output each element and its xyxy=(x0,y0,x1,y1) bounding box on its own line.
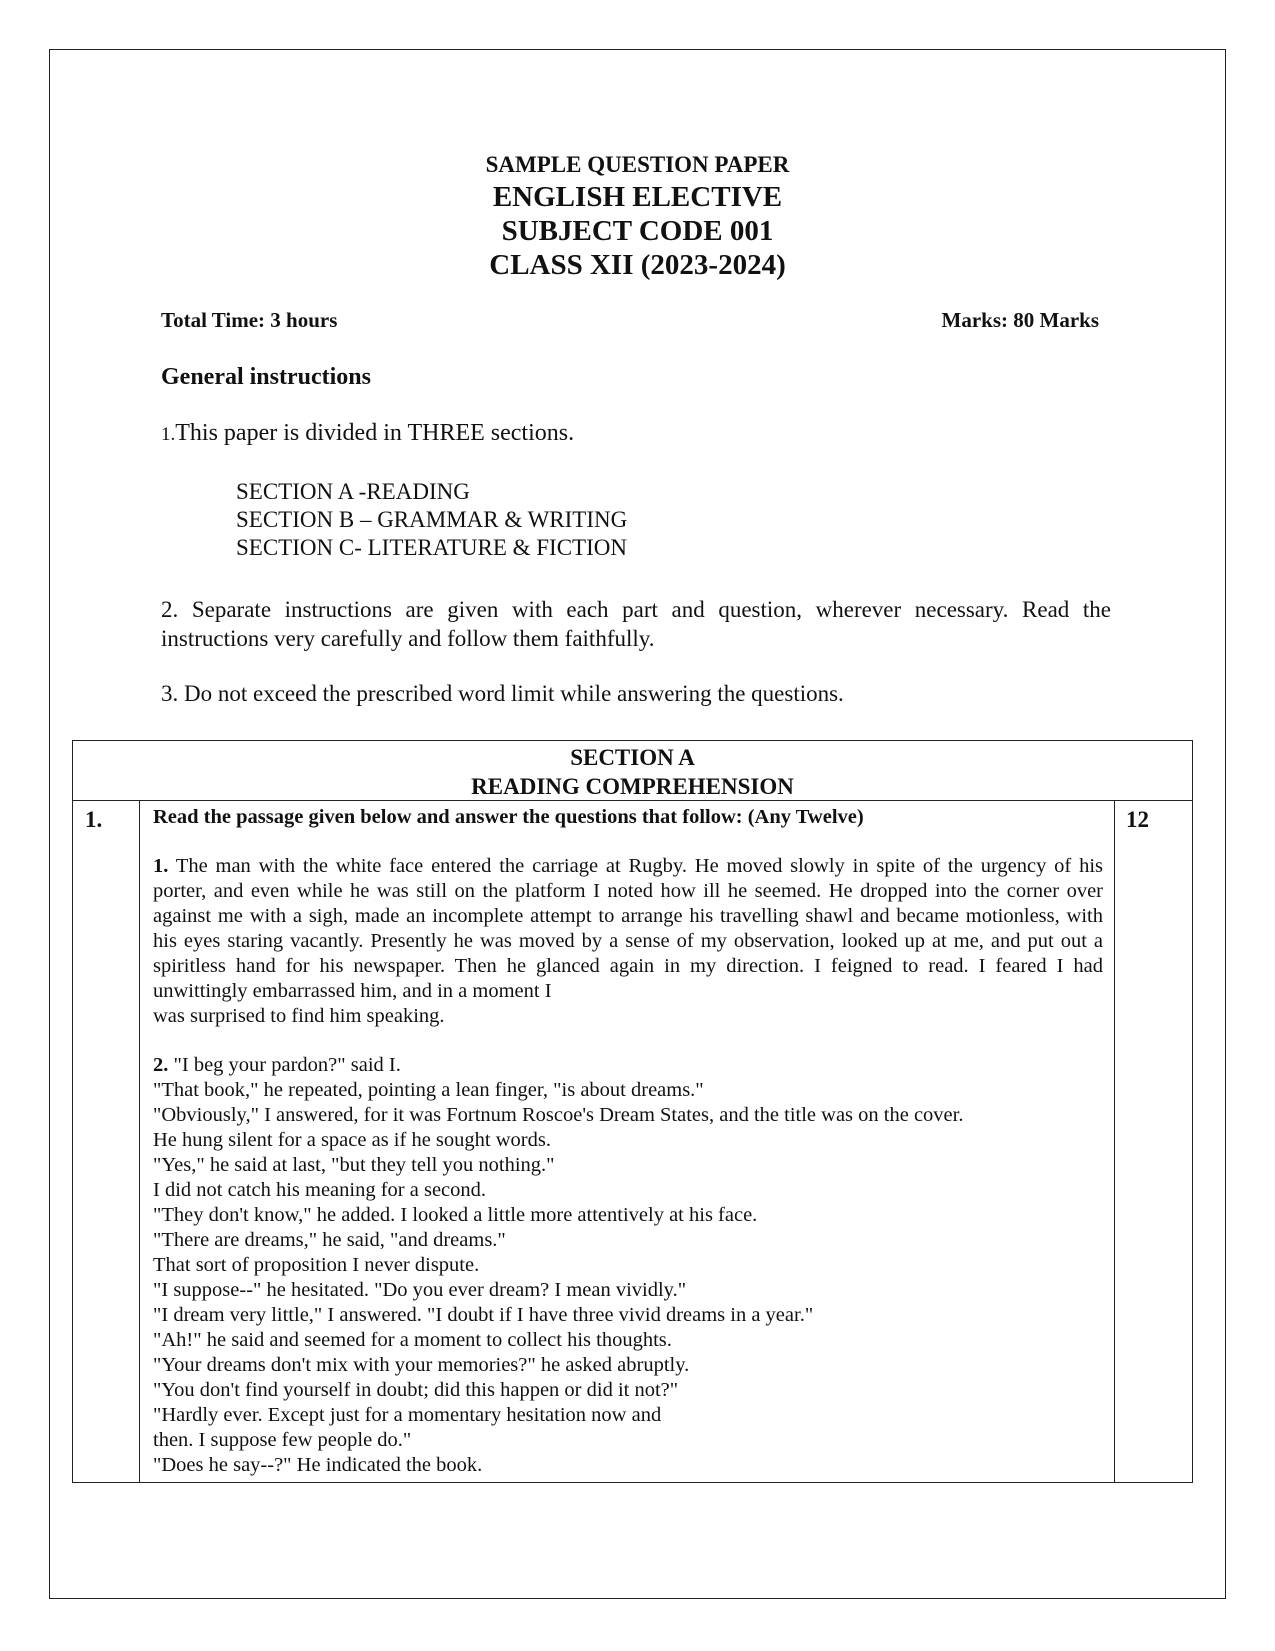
instruction-2: 2. Separate instructions are given with each part and question, wherever necessary. Read the instructions very carefully and follow them faithfully. xyxy=(161,597,1111,651)
passage-line: "You don't find yourself in doubt; did this happen or did it not?" xyxy=(153,1379,679,1401)
passage-line: 2. "I beg your pardon?" said I. xyxy=(153,1054,401,1076)
passage-line: "Obviously," I answered, for it was Fortnum Roscoe's Dream States, and the title was on the cover. xyxy=(153,1104,964,1126)
instruction-3: 3. Do not exceed the prescribed word limit while answering the questions. xyxy=(161,681,844,706)
passage-line: "Does he say--?" He indicated the book. xyxy=(153,1454,483,1476)
passage-paragraph-2 xyxy=(153,1053,1103,1478)
passage-line: That sort of proposition I never dispute. xyxy=(153,1254,480,1276)
passage-line: "I suppose--" he hesitated. "Do you ever dream? I mean vividly." xyxy=(153,1279,687,1301)
total-time: Total Time: 3 hours xyxy=(161,308,338,332)
total-marks: Marks: 80 Marks xyxy=(941,308,1099,332)
passage-line: He hung silent for a space as if he sought words. xyxy=(153,1129,551,1151)
question-marks: 12 xyxy=(1126,807,1149,832)
passage-line: "They don't know," he added. I looked a little more attentively at his face. xyxy=(153,1204,758,1226)
passage-line: I did not catch his meaning for a second. xyxy=(153,1179,487,1201)
passage-line: "Hardly ever. Except just for a momentary hesitation now and xyxy=(153,1404,662,1426)
instruction-1-text: This paper is divided in THREE sections. xyxy=(175,420,575,446)
section-list-item: SECTION A -READING xyxy=(236,479,470,504)
paragraph-text: The man with the white face entered the carriage at Rugby. He moved slowly in spite of the urgency of his porter, and even while he was still on the platform I noted how ill he seemed. He dropped into the corner over against me with a sigh, made an incomplete attempt to arrange his travelling shawl and became motionless, with his eyes staring vacantly. Presently he was moved by a sense of my observation, looked up at me, and put out a spiritless hand for his newspaper. Then he glanced again in my direction. I feigned to read. I feared I had unwittingly embarrassed him, and in a moment I xyxy=(153,855,1103,1002)
time-marks-row xyxy=(161,308,1099,333)
instruction-1-number: 1. xyxy=(161,424,176,445)
passage-line: "There are dreams," he said, "and dreams." xyxy=(153,1229,506,1251)
general-instructions-heading: General instructions xyxy=(161,364,371,390)
section-a-header xyxy=(73,741,1192,801)
sections-list xyxy=(236,478,627,562)
subject-code: SUBJECT CODE 001 xyxy=(501,215,774,247)
passage-line: "That book," he repeated, pointing a lean finger, "is about dreams." xyxy=(153,1079,704,1101)
instruction-1 xyxy=(161,420,574,447)
section-list-item: SECTION C- LITERATURE & FICTION xyxy=(236,535,627,560)
passage-line: "Yes," he said at last, "but they tell you nothing." xyxy=(153,1154,555,1176)
section-list-item: SECTION B – GRAMMAR & WRITING xyxy=(236,507,628,532)
passage-line: then. I suppose few people do." xyxy=(153,1429,412,1451)
passage-line: "Your dreams don't mix with your memories?" he asked abruptly. xyxy=(153,1354,690,1376)
section-a-subtitle: READING COMPREHENSION xyxy=(471,774,794,799)
passage-line: "I dream very little," I answered. "I doubt if I have three vivid dreams in a year." xyxy=(153,1304,814,1326)
question-body xyxy=(153,805,1103,1478)
passage-paragraph-1 xyxy=(153,854,1103,1029)
column-divider xyxy=(1114,801,1115,1482)
class-year: CLASS XII (2023-2024) xyxy=(489,249,786,281)
section-a-table xyxy=(72,740,1193,1483)
question-instruction: Read the passage given below and answer the questions that follow: (Any Twelve) xyxy=(153,806,864,828)
paper-type: SAMPLE QUESTION PAPER xyxy=(485,152,790,177)
column-divider xyxy=(139,801,140,1482)
passage-line: "Ah!" he said and seemed for a moment to collect his thoughts. xyxy=(153,1329,672,1351)
paragraph-number: 2. xyxy=(153,1054,169,1076)
subject-name: ENGLISH ELECTIVE xyxy=(492,181,783,213)
question-number: 1. xyxy=(85,807,103,832)
paper-header xyxy=(0,150,1275,282)
section-a-title: SECTION A xyxy=(570,745,695,770)
paragraph-number: 1. xyxy=(153,855,169,877)
paragraph-text-last: was surprised to find him speaking. xyxy=(153,1005,445,1027)
